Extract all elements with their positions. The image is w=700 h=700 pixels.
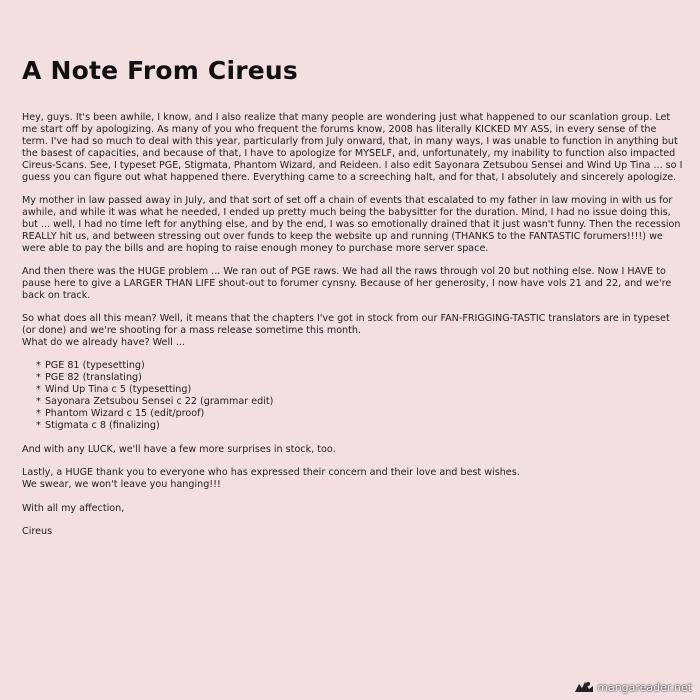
list-item-label: Stigmata c 8 (finalizing) — [45, 420, 160, 432]
paragraph-thanks: Lastly, a HUGE thank you to everyone who has expressed their concern and their love and best wishes. We swear, we won't leave you hanging!!! — [22, 467, 520, 491]
list-item — [36, 372, 684, 384]
list-item-label: Sayonara Zetsubou Sensei c 22 (grammar edit) — [45, 396, 274, 408]
list-item-label: Phantom Wizard c 15 (edit/proof) — [45, 408, 205, 420]
bullet-mark: * — [36, 372, 41, 384]
watermark — [573, 680, 692, 694]
paragraph-signoff: With all my affection, — [22, 502, 125, 514]
signature: Cireus — [22, 526, 53, 538]
paragraph-raws: And then there was the HUGE problem ... We ran out of PGE raws. We had all the raws through vol 20 but nothing else. Now I HAVE to pause here to give a LARGER THAN LIFE shout-out to forumer cynsny. Because of her generosity, I now have vols 21 and 22, and we're back on track. — [22, 265, 672, 301]
watermark-text: mangareader.net — [597, 680, 692, 694]
list-item — [36, 360, 684, 372]
release-list — [22, 360, 684, 432]
list-item — [36, 396, 684, 408]
bullet-mark: * — [36, 360, 41, 372]
bullet-mark: * — [36, 408, 41, 420]
list-item — [36, 420, 684, 432]
bullet-mark: * — [36, 396, 41, 408]
list-item — [36, 408, 684, 420]
bullet-mark: * — [36, 384, 41, 396]
list-item-label: PGE 82 (translating) — [45, 372, 142, 384]
paragraph-release: So what does all this mean? Well, it means that the chapters I've got in stock from our FAN-FRIGGING-TASTIC translators are in typeset (or done) and we're shooting for a mass release sometime this month. What do we already have? Well ... — [22, 313, 670, 348]
letter-body — [22, 112, 684, 549]
paragraph-greeting: Hey, guys. It's been awhile, I know, and I also realize that many people are wondering just what happened to our scanlation group. Let me start off by apologizing. As many of you who frequent the forums know, 2008 has literally KICKED MY ASS, in every sense of the term. I've had so much to deal with this year, particularly from July onward, that, in many ways, I was unable to function in anything but the basest of capacities, and because of that, I have to apologize for MYSELF, and, unfortunately, my inability to function also impacted Cireus-Scans. See, I typeset PGE, Stigmata, Phantom Wizard, and Reideen. I also edit Sayonara Zetsubou Sensei and Wind Up Tina ... so I guess you can figure out what happened there. Everything came to a screeching halt, and for that, I absolutely and sincerely apologize. — [22, 112, 683, 183]
list-item — [36, 384, 684, 396]
list-item-label: Wind Up Tina c 5 (typesetting) — [45, 384, 192, 396]
page-title: A Note From Cireus — [22, 56, 298, 85]
bullet-mark: * — [36, 420, 41, 432]
paragraph-family: My mother in law passed away in July, and that sort of set off a chain of events that escalated to my father in law moving in with us for awhile, and while it was what he needed, I ended up pretty much being the babysitter for the duration. Mind, I had no issue doing this, but ... well, I had no time left for anything else, and by the end, I was so emotionally drained that it just wasn't funny. Then the recession REALLY hit us, and between stressing out over funds to keep the website up and running (THANKS to the FANTASTIC forumers!!!!) we were able to pay the bills and are hoping to raise enough money to purchase more server space. — [22, 194, 681, 254]
mangareader-logo-icon — [573, 680, 595, 694]
list-item-label: PGE 81 (typesetting) — [45, 360, 145, 372]
paragraph-luck: And with any LUCK, we'll have a few more surprises in stock, too. — [22, 443, 336, 455]
